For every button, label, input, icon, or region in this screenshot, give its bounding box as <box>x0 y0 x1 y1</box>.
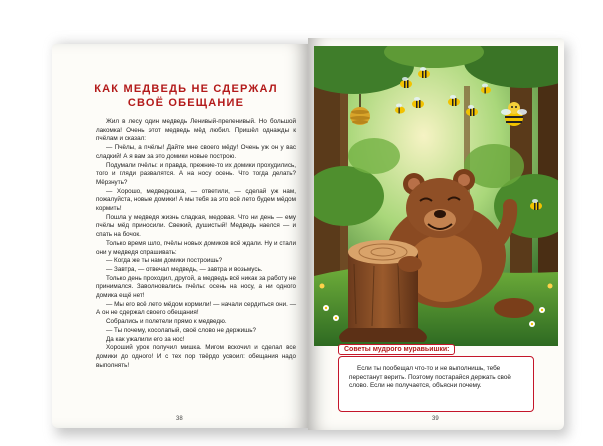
story-title-line-2: СВОЁ ОБЕЩАНИЕ <box>127 97 245 109</box>
story-text <box>96 118 296 370</box>
story-paragraph: — Ты почему, косолапый, своё слово не держишь? <box>106 326 256 334</box>
story-paragraph: Хороший урок получил мишка. Мигом вскочил и сделал все домики до одного! И с тех пор твёрдо усвоил: обещания надо выполнять! <box>96 344 296 369</box>
story-paragraph: — Пчёлы, а пчёлы! Дайте мне своего мёду! Очень уж он у вас сладкий! А я вам за это домики новые построю. <box>96 144 296 160</box>
open-book <box>52 38 564 430</box>
bear-illustration <box>314 46 558 346</box>
story-paragraph: — Завтра, — отвечал медведь, — завтра и возьмусь. <box>106 265 263 273</box>
bear-paw <box>398 256 422 272</box>
page-number-left: 38 <box>176 416 183 422</box>
story-paragraph: Жил в лесу один медведь Ленивый-преленивый. Но большой лакомка! Очень этот медведь мёд любил. Пришёл однажды к пчёлам и сказал: <box>96 118 296 143</box>
tips-panel <box>338 344 534 420</box>
tree-stump <box>339 240 427 342</box>
story-paragraph: — Хорошо, медведюшка, — ответили, — сделай уж нам, пожалуйста, новые домики! А мы тебя за это всё лето будем мёдом кормить! <box>96 187 296 213</box>
page-number-right: 39 <box>432 416 439 422</box>
story-paragraph: Подумали пчёлы: и правда, прежние-то их домики прохудились, того и гляди развалятся. А на носу осень. Что тогда делать? Мёрзнуть? <box>96 161 296 186</box>
forest-scene-svg <box>314 46 558 346</box>
story-paragraph: Собрались и полетели прямо к медведю. <box>106 318 227 326</box>
story-paragraph: Только день проходил, другой, а медведь всё никак за работу не принимался. Заволновались пчёлы: осень на носу, а ни одного домика ещё нет! <box>96 274 296 300</box>
story-paragraph: — Мы его всё лето мёдом кормили! — начали сердиться они. — А он не сдержал своего обещания! <box>96 300 296 317</box>
right-page <box>308 38 564 430</box>
story-paragraph: Пошла у медведя жизнь сладкая, медовая. Что ни день — ему пчёлы мёд приносили. Свежий, душистый! Медведь наелся — и спать на бочок. <box>96 213 296 239</box>
story-title <box>92 82 280 110</box>
tips-box <box>338 356 534 412</box>
story-paragraph: Да как ужалили его за нос! <box>106 335 185 343</box>
tips-heading: Советы мудрого муравьишки: <box>338 344 455 355</box>
tips-text: Если ты пообещал что-то и не выполнишь, тебе перестанут верить. Поэтому постарайся держать своё слово. Если не получается, объясни почему. <box>349 365 511 390</box>
story-title-line-1: КАК МЕДВЕДЬ НЕ СДЕРЖАЛ <box>94 83 278 95</box>
story-paragraph: Только время шло, пчёлы новых домиков всё ждали. Ну и стали они у медведя спрашивать: <box>96 239 296 256</box>
story-paragraph: — Когда же ты нам домики построишь? <box>106 257 223 265</box>
left-page <box>52 44 308 428</box>
